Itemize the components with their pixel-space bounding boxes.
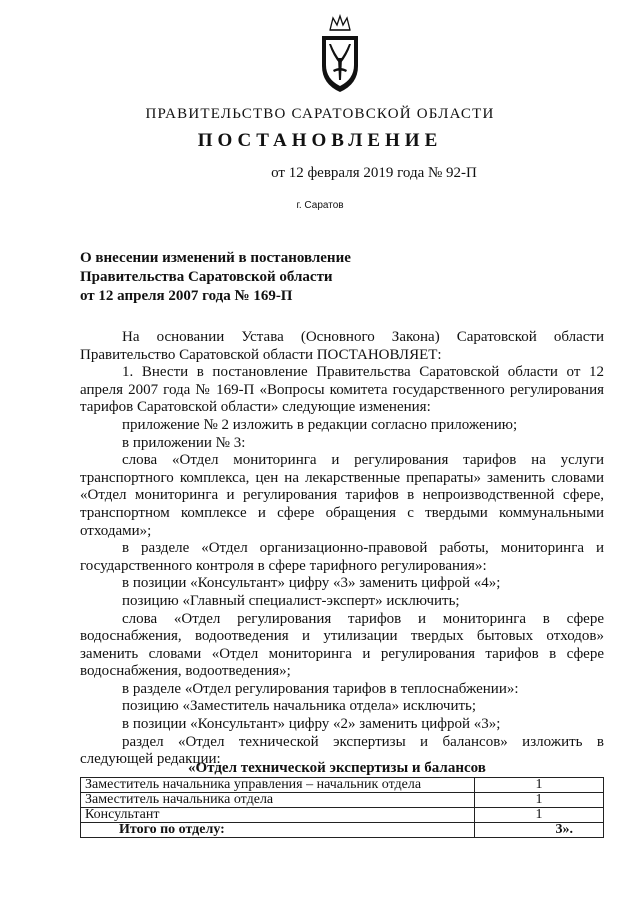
date-number-text: от 12 февраля 2019 года № 92-П (271, 165, 477, 181)
total-label: Итого по отделу: (81, 823, 475, 838)
total-value: 3». (475, 823, 604, 838)
count-cell: 1 (475, 808, 604, 823)
paragraph: слова «Отдел мониторинга и регулирования тарифов на услуги транспортного комплекса, цен на лекарственные препараты» заменить словами «Отдел мониторинга и регулирования тарифов в непроизводственной сфере, транспортном комплексе и сфере обращения с твердыми коммунальными отходами»; (80, 452, 604, 539)
table-total-row (81, 823, 604, 838)
paragraph: 1. Внести в постановление Правительства Саратовской области от 12 апреля 2007 года № 169-П «Вопросы комитета государственного регулирования тарифов Саратовской области» следующие изменения: (80, 364, 604, 416)
paragraph: в позиции «Консультант» цифру «3» заменить цифрой «4»; (122, 575, 501, 592)
position-cell: Заместитель начальника отдела (81, 793, 475, 808)
paragraph: в приложении № 3: (122, 434, 246, 451)
paragraph: На основании Устава (Основного Закона) Саратовской области Правительство Саратовской области ПОСТАНОВЛЯЕТ: (80, 329, 604, 363)
staff-table-section (80, 759, 604, 838)
table-row (81, 793, 604, 808)
paragraph: позицию «Главный специалист-эксперт» исключить; (122, 592, 460, 609)
paragraph: в позиции «Консультант» цифру «2» заменить цифрой «3»; (122, 716, 501, 733)
paragraph: слова «Отдел регулирования тарифов и мониторинга в сфере водоснабжения, водоотведения и утилизации твердых бытовых отходов» заменить словами «Отдел мониторинга и регулирования тарифов в сфере водоснабжения, водоотведения»; (80, 610, 604, 680)
table-title: «Отдел технической экспертизы и балансов (188, 760, 486, 776)
paragraph: в разделе «Отдел организационно-правовой работы, мониторинга и государственного контроля в сфере тарифного регулирования»: (80, 540, 604, 574)
table-row (81, 778, 604, 793)
document-type: ПОСТАНОВЛЕНИЕ (197, 130, 443, 151)
document-body (80, 329, 604, 769)
paragraph: приложение № 2 изложить в редакции согласно приложению; (122, 416, 518, 433)
table-row (81, 808, 604, 823)
paragraph: в разделе «Отдел регулирования тарифов в теплоснабжении»: (122, 680, 519, 697)
count-cell: 1 (475, 793, 604, 808)
position-cell: Консультант (81, 808, 475, 823)
paragraph: раздел «Отдел технической экспертизы и балансов» изложить в следующей редакции: (80, 733, 604, 768)
document-date-number (0, 165, 640, 182)
subject-line: Правительства Саратовской области (80, 269, 333, 285)
subject-line: от 12 апреля 2007 года № 169-П (80, 288, 293, 304)
city-label: г. Саратов (296, 200, 344, 211)
count-cell: 1 (475, 778, 604, 793)
position-cell: Заместитель начальника управления – начальник отдела (81, 778, 475, 793)
subject-line: О внесении изменений в постановление (80, 250, 351, 266)
coat-of-arms-icon (318, 14, 362, 94)
document-subject (80, 249, 480, 306)
staff-table (80, 777, 604, 838)
paragraph: позицию «Заместитель начальника отдела» исключить; (122, 698, 477, 715)
government-heading: ПРАВИТЕЛЬСТВО САРАТОВСКОЙ ОБЛАСТИ (145, 106, 495, 122)
